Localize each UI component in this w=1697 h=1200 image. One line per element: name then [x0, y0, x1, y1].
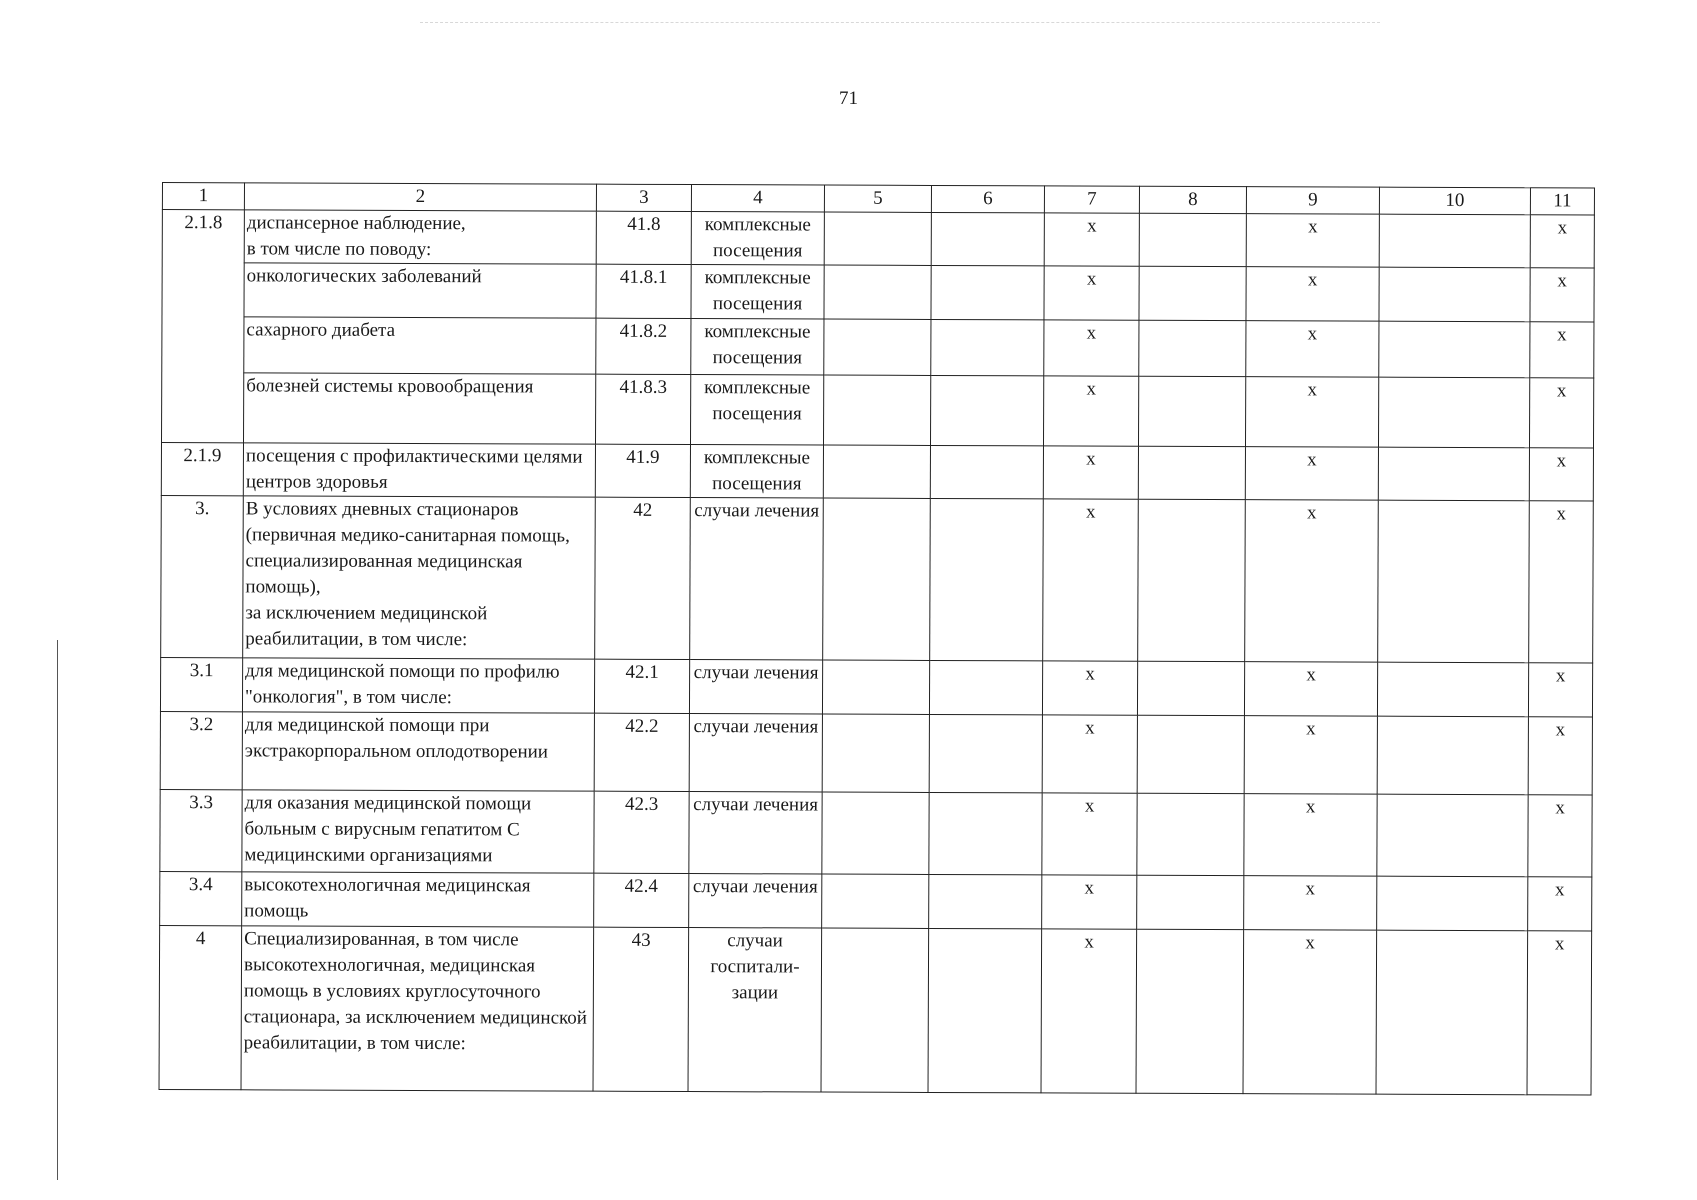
mark-cell-col11: х: [1530, 322, 1594, 378]
mark-cell-col7: х: [1042, 875, 1137, 929]
empty-cell: [822, 660, 929, 714]
mark-cell-col11: х: [1530, 215, 1594, 268]
empty-cell: [1378, 500, 1530, 663]
empty-cell: [931, 212, 1044, 265]
header-cell: 10: [1379, 187, 1530, 215]
header-cell: 3: [596, 184, 691, 211]
row-unit-cell: случаи лечения: [689, 874, 822, 929]
row-number-cell: 3.3: [160, 789, 242, 871]
row-unit-cell: комплексные посещения: [691, 319, 824, 376]
row-name-cell: посещения с профилактическими целями центров здоровья: [243, 443, 595, 497]
mark-cell-col7: х: [1042, 715, 1137, 793]
row-code-cell: 41.8.2: [596, 318, 691, 374]
table-row: [162, 263, 1594, 322]
empty-cell: [930, 375, 1043, 445]
table-row: [160, 711, 1592, 794]
mark-cell-col7: х: [1044, 213, 1139, 266]
empty-cell: [928, 928, 1042, 1092]
table-row: [159, 925, 1592, 1094]
empty-cell: [824, 212, 931, 265]
empty-cell: [822, 792, 929, 874]
empty-cell: [1378, 447, 1529, 501]
mark-cell-col9: х: [1244, 662, 1377, 717]
mark-cell-col9: х: [1246, 267, 1379, 322]
empty-cell: [1377, 794, 1528, 877]
row-name-cell: сахарного диабета: [244, 317, 596, 374]
row-code-cell: 42: [595, 497, 691, 659]
mark-cell-col11: х: [1528, 663, 1592, 717]
empty-cell: [1139, 266, 1246, 320]
mark-cell-col7: х: [1042, 661, 1137, 715]
empty-cell: [824, 265, 931, 319]
empty-cell: [823, 498, 931, 660]
table-row: [160, 657, 1592, 716]
row-unit-cell: комплексные посещения: [690, 375, 823, 446]
header-cell: 5: [824, 185, 931, 212]
row-name-cell: диспансерное наблюдение, в том числе по поводу:: [244, 210, 596, 264]
mark-cell-col11: х: [1529, 448, 1593, 501]
mark-cell-col11: х: [1529, 501, 1594, 663]
row-number-cell: 2.1.9: [161, 443, 243, 496]
empty-cell: [931, 265, 1044, 319]
row-name-cell: В условиях дневных стационаров (первичная медико-санитарная помощь, специализированная медицинская помощь), за исключением медицинской реабилитации, в том числе:: [243, 496, 596, 659]
row-code-cell: 42.1: [594, 659, 689, 713]
header-cell: 6: [931, 185, 1044, 212]
empty-cell: [1138, 446, 1245, 499]
empty-cell: [1377, 876, 1528, 931]
table-row: [161, 443, 1593, 501]
mark-cell-col11: х: [1528, 795, 1592, 877]
table-row: [160, 871, 1592, 930]
empty-cell: [930, 498, 1044, 660]
row-name-cell: Специализированная, в том числе высокотехнологичная, медицинская помощь в условиях круглосуточного стационара, за исключением медицинской реабилитации, в том числе:: [241, 926, 594, 1091]
header-cell: 1: [162, 183, 244, 210]
row-name-cell: онкологических заболеваний: [244, 263, 596, 318]
mark-cell-col11: х: [1527, 931, 1592, 1095]
empty-cell: [1137, 715, 1244, 793]
mark-cell-col9: х: [1245, 377, 1378, 448]
row-name-cell: для оказания медицинской помощи больным с вирусным гепатитом С медицинскими организациями: [242, 790, 594, 873]
row-unit-cell: случаи лечения: [689, 660, 822, 715]
row-number-cell: 4: [159, 925, 242, 1089]
empty-cell: [931, 319, 1044, 375]
row-code-cell: 43: [593, 927, 689, 1091]
row-code-cell: 41.8.1: [596, 264, 691, 318]
mark-cell-col9: х: [1244, 716, 1377, 795]
mark-cell-col7: х: [1044, 320, 1139, 376]
header-cell: 2: [244, 183, 596, 211]
mark-cell-col11: х: [1528, 877, 1592, 931]
row-unit-cell: комплексные посещения: [691, 265, 824, 320]
row-code-cell: 42.3: [594, 791, 689, 873]
empty-cell: [1137, 793, 1244, 875]
mark-cell-col9: х: [1245, 500, 1379, 663]
header-cell: 9: [1246, 187, 1379, 215]
table-row: [161, 373, 1593, 448]
empty-cell: [1139, 320, 1246, 376]
row-unit-cell: случаи госпитали-зации: [688, 928, 822, 1093]
empty-cell: [822, 874, 929, 928]
mark-cell-col9: х: [1244, 794, 1377, 877]
table-row: [162, 317, 1594, 378]
table-row: [161, 495, 1594, 662]
mark-cell-col11: х: [1528, 717, 1592, 795]
empty-cell: [1376, 930, 1528, 1095]
header-cell: 4: [691, 185, 824, 213]
empty-cell: [1378, 377, 1529, 448]
row-number-cell: 3.2: [160, 711, 242, 789]
mark-cell-col9: х: [1246, 214, 1379, 268]
row-code-cell: 41.8: [596, 211, 691, 264]
empty-cell: [823, 445, 930, 498]
row-code-cell: 42.2: [594, 713, 689, 791]
empty-cell: [929, 660, 1042, 714]
row-name-cell: болезней системы кровообращения: [243, 373, 595, 444]
empty-cell: [1379, 214, 1530, 268]
empty-cell: [1137, 875, 1244, 929]
mark-cell-col11: х: [1529, 378, 1593, 448]
row-name-cell: для медицинской помощи по профилю "онкология", в том числе:: [242, 658, 594, 713]
row-number-cell: 3.4: [160, 871, 242, 925]
empty-cell: [822, 714, 929, 792]
page-number: 71: [839, 88, 858, 109]
row-number-cell: 3.1: [160, 657, 242, 711]
row-code-cell: 41.8.3: [595, 374, 690, 444]
row-unit-cell: комплексные посещения: [691, 212, 824, 266]
mark-cell-col11: х: [1530, 268, 1594, 322]
mark-cell-col7: х: [1043, 499, 1139, 661]
empty-cell: [821, 928, 929, 1092]
mark-cell-col9: х: [1245, 447, 1378, 501]
empty-cell: [1377, 662, 1528, 717]
mark-cell-col9: х: [1244, 876, 1377, 931]
mark-cell-col7: х: [1043, 446, 1138, 499]
empty-cell: [1379, 321, 1530, 378]
mark-cell-col9: х: [1246, 321, 1379, 378]
row-unit-cell: случаи лечения: [689, 714, 822, 793]
mark-cell-col7: х: [1043, 376, 1138, 446]
empty-cell: [929, 792, 1042, 874]
empty-cell: [1139, 213, 1246, 266]
empty-cell: [824, 319, 931, 375]
header-cell: 8: [1139, 186, 1246, 213]
empty-cell: [929, 714, 1042, 792]
mark-cell-col7: х: [1041, 929, 1137, 1093]
row-unit-cell: случаи лечения: [689, 792, 822, 875]
data-table: [159, 182, 1595, 1095]
row-code-cell: 41.9: [595, 444, 690, 497]
header-cell: 11: [1530, 188, 1594, 215]
mark-cell-col7: х: [1044, 266, 1139, 320]
empty-cell: [823, 375, 930, 445]
empty-cell: [1136, 929, 1244, 1093]
row-number-cell: 3.: [161, 495, 244, 657]
empty-cell: [1377, 716, 1528, 795]
row-code-cell: 42.4: [594, 873, 689, 927]
header-cell: 7: [1044, 186, 1139, 213]
mark-cell-col9: х: [1243, 930, 1377, 1095]
empty-cell: [930, 445, 1043, 498]
row-name-cell: для медицинской помощи при экстракорпоральном оплодотворении: [242, 712, 594, 791]
binding-margin-line: [57, 640, 58, 1180]
empty-cell: [1138, 376, 1245, 446]
row-unit-cell: случаи лечения: [690, 498, 824, 661]
row-name-cell: высокотехнологичная медицинская помощь: [242, 872, 594, 927]
mark-cell-col7: х: [1042, 793, 1137, 875]
row-unit-cell: комплексные посещения: [690, 445, 823, 499]
empty-cell: [1379, 267, 1530, 322]
empty-cell: [1138, 499, 1246, 661]
scan-artifact: [420, 22, 1380, 24]
table-row: [160, 789, 1592, 876]
table-row: [162, 210, 1594, 268]
row-number-cell: 2.1.8: [161, 210, 244, 443]
empty-cell: [929, 874, 1042, 928]
empty-cell: [1137, 661, 1244, 715]
